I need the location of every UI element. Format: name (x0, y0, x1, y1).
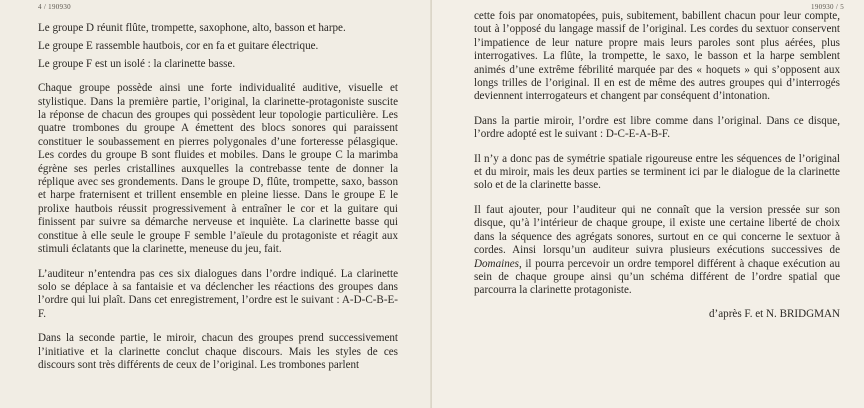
paragraph-order-mirror: Dans la partie miroir, l’ordre est libre comme dans l’original. Dans ce disque, l’ordre adopté est le suivant : D-C-E-A-B-F. (474, 114, 840, 141)
paragraph-groups-description: Chaque groupe possède ainsi une forte individualité auditive, visuelle et stylistique. Dans la première partie, l’original, la clarinette-protagoniste suscite la réponse de chacun des groupes qui possèdent leur topologie particulière. Les quatre trombones du groupe A émettent des blocs sonores qui paraissent constituer le soubassement en pierres polygonales d’une forteresse pélasgique. Les cordes du groupe B sont fluides et mobiles. Dans le groupe C la marimba égrène ses perles cristallines auxquelles la contrebasse tente de donner la réplique avec ses grondements. Dans le groupe D, flûte, trompette, saxo, basson et harpe fraternisent et trillent ensemble en pleine liesse. Dans le groupe E le prolixe hautbois réussit progressivement à entraîner le cor et la guitare qui finissent par suivre sa démarche nerveuse et inquiète. La clarinette basse qui constitue à elle seule le groupe F semble l’aïeule du protagoniste et réagit aux stimuli éclatants que la clarinette, meneuse du jeu, fait. (38, 82, 398, 256)
freedom-text-start: Il faut ajouter, pour l’auditeur qui ne connaît que la version pressée sur son disque, qu’à l’intérieur de chaque groupe, il existe une certaine liberté de choix dans la séquence des agrégats sonores, surtout en ce qui concerne le sextuor à cordes. Ainsi lorsqu’un auditeur suivra plusieurs exécutions successives de (474, 203, 840, 257)
group-f-line: Le groupe F est un isolé : la clarinette basse. (38, 57, 236, 70)
group-d-line: Le groupe D réunit flûte, trompette, saxophone, alto, basson et harpe. (38, 22, 346, 34)
right-page-text (474, 10, 840, 321)
left-page-text (38, 22, 398, 372)
paragraph-order-original: L’auditeur n’entendra pas ces six dialogues dans l’ordre indiqué. La clarinette solo se déplace à sa fantaisie et va déclencher les réactions des groupes dans l’ordre qui lui plaît. Dans cet enregistrement, l’ordre est le suivant : A-D-C-B-E-F. (38, 267, 398, 320)
paragraph-mirror-continued: cette fois par onomatopées, puis, subitement, babillent chacun pour leur compte, tout à l’opposé du langage massif de l’original. Les cordes du sextuor conservent l’impatience de leur nature propre mais leurs paroles sont plus aérées, plus interrogatives. La flûte, la trompette, le saxo, le basson et la harpe semblent animés d’une extrême fébrilité marquée par des « hoquets » qui s’opposent aux longs trilles de l’original. Il en est de même des autres groupes qui d’interrogés deviennent interrogateurs et changent par conséquent d’intonation. (474, 10, 840, 103)
signature: d’après F. et N. BRIDGMAN (709, 307, 840, 320)
left-folio: 4 / 190930 (38, 3, 71, 11)
paragraph-freedom (474, 204, 840, 298)
right-page (432, 0, 864, 408)
group-e-line: Le groupe E rassemble hautbois, cor en fa et guitare électrique. (38, 39, 319, 52)
paragraph-symmetry: Il n’y a donc pas de symétrie spatiale rigoureuse entre les séquences de l’original et du miroir, mais les deux parties se terminent ici par le dialogue de la clarinette solo et de la clarinette basse. (474, 152, 840, 192)
right-folio: 190930 / 5 (811, 3, 844, 11)
freedom-text-end: , il pourra percevoir un ordre temporel différent à chaque exécution au sein de chaque groupe ainsi qu’un schéma différent de l’ordre spatial que parcourra la clarinette protagoniste. (474, 257, 840, 297)
work-title: Domaines (474, 257, 519, 270)
paragraph-mirror-intro: Dans la seconde partie, le miroir, chacun des groupes prend successivement l’initiative et la clarinette conclut chaque discours. Mais les styles de ces discours sont très différents de ceux de l’original. Les trombones parlent (38, 332, 398, 371)
